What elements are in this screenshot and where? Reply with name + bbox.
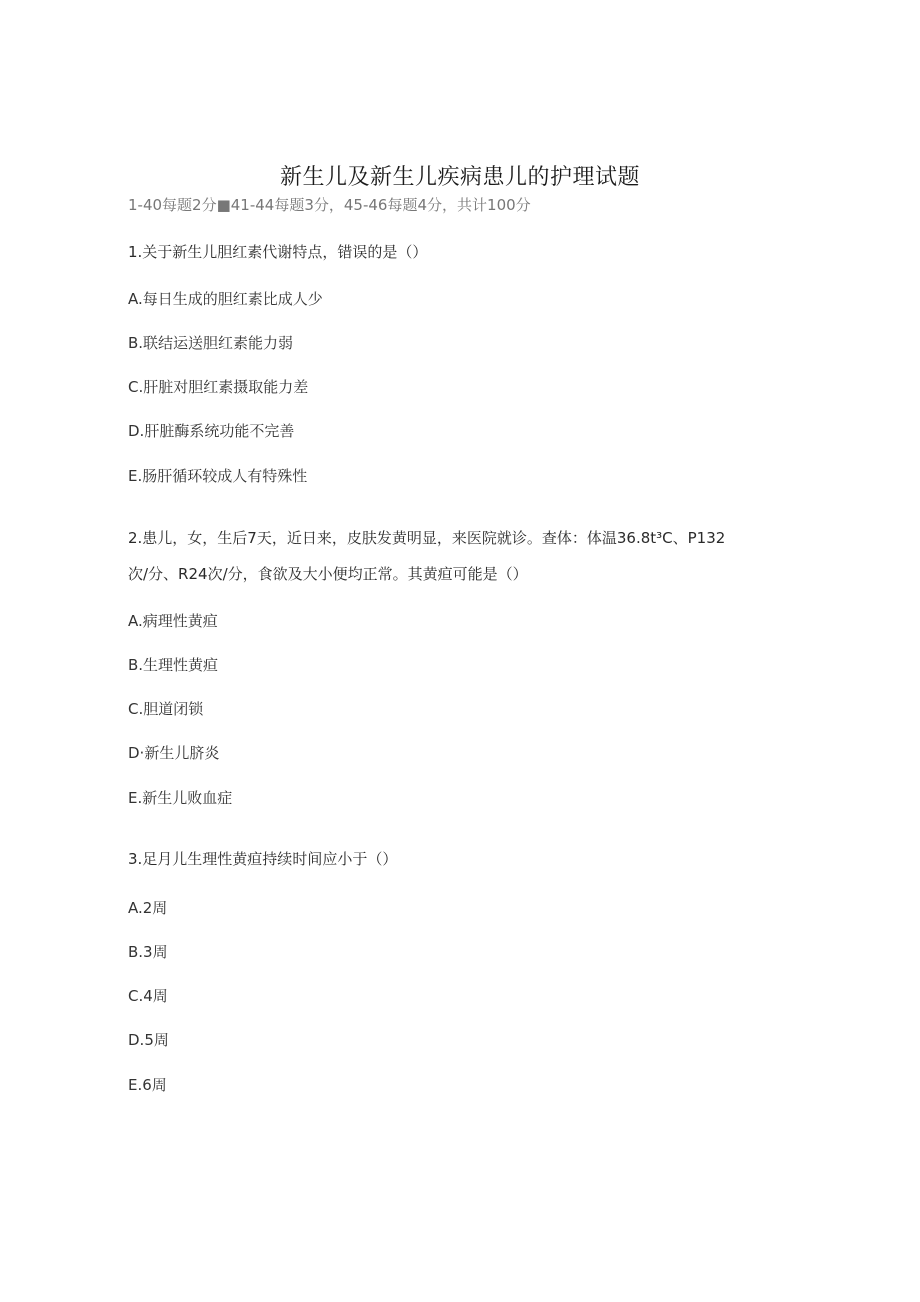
question-1-option-b: B.联结运送胆红素能力弱 (128, 334, 294, 352)
question-2-option-e: E.新生儿败血症 (128, 789, 233, 807)
question-1-option-a: A.每日生成的胆红素比成人少 (128, 290, 323, 308)
question-1-option-c: C.肝脏对胆红素摄取能力差 (128, 378, 309, 396)
question-2-option-a: A.病理性黄疸 (128, 612, 218, 630)
question-1-stem: 1.关于新生儿胆红素代谢特点，错误的是（） (128, 243, 428, 261)
question-3-option-e: E.6周 (128, 1076, 167, 1094)
question-3-option-a: A.2周 (128, 899, 168, 917)
question-1-option-e: E.肠肝循环较成人有特殊性 (128, 467, 308, 485)
question-3-stem: 3.足月儿生理性黄疸持续时间应小于（） (128, 850, 398, 868)
question-2-option-c: C.胆道闭锁 (128, 700, 204, 718)
question-2-option-d: D·新生儿脐炎 (128, 744, 220, 762)
question-3-option-d: D.5周 (128, 1031, 169, 1049)
question-2-stem-line-2: 次/分、R24次/分，食欲及大小便均正常。其黄疸可能是（） (128, 565, 528, 583)
question-2-option-b: B.生理性黄疸 (128, 656, 219, 674)
question-3-option-b: B.3周 (128, 943, 168, 961)
question-1-option-d: D.肝脏酶系统功能不完善 (128, 422, 295, 440)
document-title: 新生儿及新生儿疾病患儿的护理试题 (279, 165, 640, 190)
question-3-option-c: C.4周 (128, 987, 168, 1005)
question-2-stem-line-1: 2.患儿，女，生后7天，近日来，皮肤发黄明显，来医院就诊。查体：体温36.8t³C、P132 (128, 529, 726, 547)
scoring-note: 1-40每题2分■41-44每题3分，45-46每题4分，共计100分 (128, 196, 531, 214)
